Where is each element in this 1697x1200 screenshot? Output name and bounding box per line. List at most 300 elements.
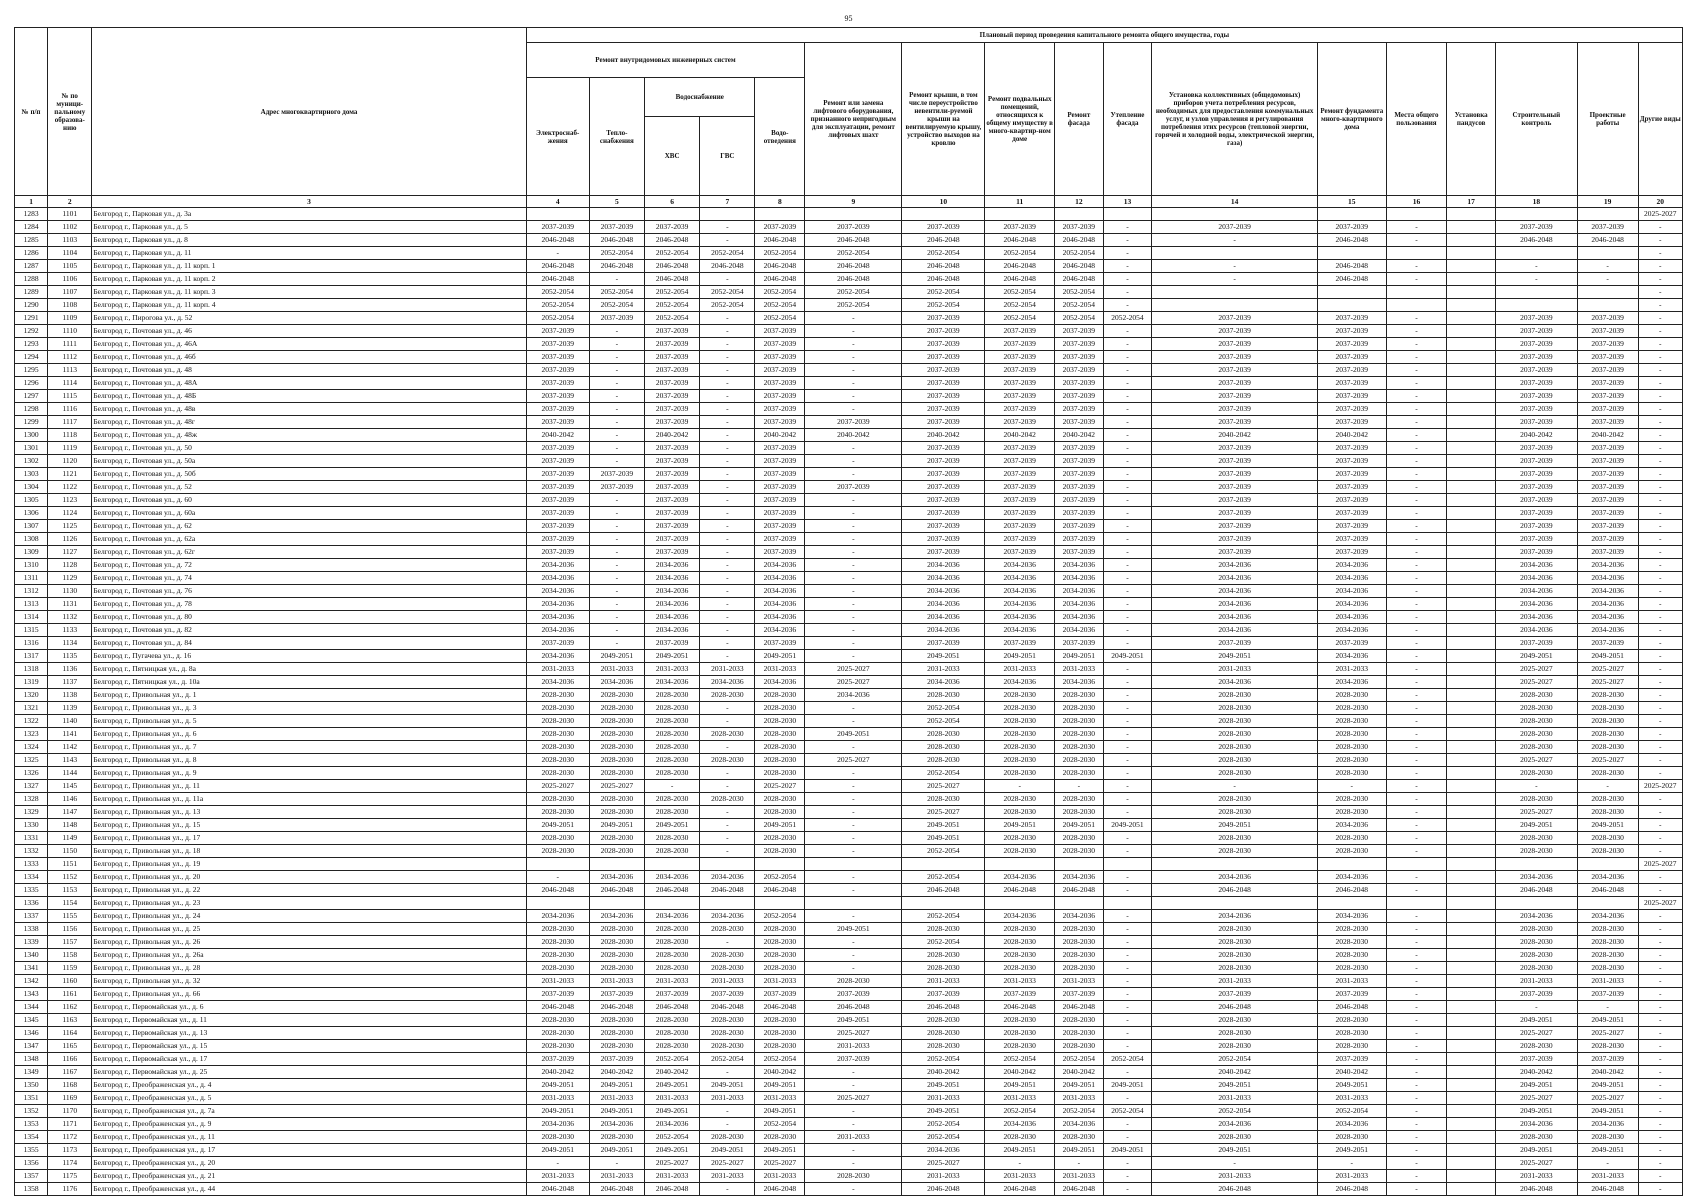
- period-cell: 2028-2030: [902, 1040, 985, 1053]
- period-cell: 2028-2030: [985, 728, 1055, 741]
- period-cell: 2034-2036: [644, 559, 699, 572]
- period-cell: -: [1386, 767, 1447, 780]
- period-cell: 2034-2036: [985, 871, 1055, 884]
- table-row: [15, 1066, 1683, 1079]
- period-cell: -: [805, 598, 902, 611]
- table-row: [15, 897, 1683, 910]
- row-number: 1342: [15, 975, 48, 988]
- period-cell: 2025-2027: [805, 663, 902, 676]
- period-cell: -: [1103, 429, 1152, 442]
- address-cell: Белгород г., Парковая ул., д. 11 корп. 2: [92, 273, 526, 286]
- period-cell: 2037-2039: [1055, 455, 1104, 468]
- period-cell: -: [1638, 312, 1682, 325]
- period-cell: 2037-2039: [1318, 390, 1387, 403]
- period-cell: 2037-2039: [1577, 520, 1638, 533]
- period-cell: 2025-2027: [1638, 208, 1682, 221]
- period-cell: [1152, 858, 1318, 871]
- table-row: [15, 208, 1683, 221]
- period-cell: 2037-2039: [1577, 546, 1638, 559]
- period-cell: 2028-2030: [985, 1027, 1055, 1040]
- table-row: [15, 1131, 1683, 1144]
- municipal-number: 1161: [48, 988, 92, 1001]
- period-cell: 2049-2051: [526, 1079, 589, 1092]
- period-cell: -: [805, 806, 902, 819]
- period-cell: [805, 208, 902, 221]
- period-cell: -: [1386, 312, 1447, 325]
- period-cell: 2028-2030: [1152, 832, 1318, 845]
- period-cell: 2037-2039: [805, 221, 902, 234]
- period-cell: 2034-2036: [985, 611, 1055, 624]
- period-cell: [1447, 598, 1496, 611]
- period-cell: 2037-2039: [526, 637, 589, 650]
- period-cell: 2046-2048: [526, 884, 589, 897]
- period-cell: -: [1638, 1001, 1682, 1014]
- period-cell: 2028-2030: [526, 702, 589, 715]
- row-number: 1290: [15, 299, 48, 312]
- period-cell: -: [1638, 507, 1682, 520]
- period-cell: -: [1638, 416, 1682, 429]
- period-cell: 2031-2033: [805, 1040, 902, 1053]
- period-cell: -: [1638, 845, 1682, 858]
- period-cell: [755, 208, 805, 221]
- table-row: [15, 936, 1683, 949]
- period-cell: -: [700, 234, 755, 247]
- period-cell: [1447, 1170, 1496, 1183]
- period-cell: 2037-2039: [1318, 325, 1387, 338]
- period-cell: -: [1495, 1001, 1577, 1014]
- period-cell: 2037-2039: [1495, 1053, 1577, 1066]
- period-cell: 2046-2048: [902, 884, 985, 897]
- period-cell: -: [1386, 1157, 1447, 1170]
- period-cell: 2037-2039: [1577, 533, 1638, 546]
- period-cell: 2037-2039: [1577, 351, 1638, 364]
- period-cell: 2028-2030: [1055, 702, 1104, 715]
- table-row: [15, 780, 1683, 793]
- period-cell: 2025-2027: [1638, 858, 1682, 871]
- period-cell: 2052-2054: [902, 936, 985, 949]
- column-number-row: [15, 196, 1683, 208]
- col-header-electricity: Электроснаб-жения: [526, 78, 589, 196]
- period-cell: 2031-2033: [700, 975, 755, 988]
- address-cell: Белгород г., Преображенская ул., д. 9: [92, 1118, 526, 1131]
- period-cell: -: [1386, 611, 1447, 624]
- period-cell: 2028-2030: [589, 923, 644, 936]
- period-cell: -: [805, 650, 902, 663]
- period-cell: -: [1103, 949, 1152, 962]
- period-cell: -: [1103, 689, 1152, 702]
- period-cell: 2034-2036: [589, 910, 644, 923]
- row-number: 1312: [15, 585, 48, 598]
- period-cell: 2031-2033: [1055, 975, 1104, 988]
- period-cell: [1447, 1131, 1496, 1144]
- period-cell: 2025-2027: [1495, 806, 1577, 819]
- period-cell: 2028-2030: [526, 806, 589, 819]
- period-cell: 2037-2039: [1318, 338, 1387, 351]
- municipal-number: 1103: [48, 234, 92, 247]
- period-cell: -: [1638, 988, 1682, 1001]
- period-cell: 2031-2033: [1577, 975, 1638, 988]
- period-cell: 2037-2039: [755, 520, 805, 533]
- period-cell: -: [1577, 273, 1638, 286]
- period-cell: -: [805, 1066, 902, 1079]
- period-cell: 2052-2054: [902, 299, 985, 312]
- period-cell: [1447, 351, 1496, 364]
- period-cell: -: [589, 546, 644, 559]
- period-cell: -: [589, 325, 644, 338]
- period-cell: 2028-2030: [644, 845, 699, 858]
- municipal-number: 1138: [48, 689, 92, 702]
- period-cell: 2049-2051: [644, 650, 699, 663]
- period-cell: 2037-2039: [985, 520, 1055, 533]
- period-cell: [1103, 208, 1152, 221]
- period-cell: -: [805, 559, 902, 572]
- municipal-number: 1162: [48, 1001, 92, 1014]
- period-cell: -: [1103, 1170, 1152, 1183]
- period-cell: 2028-2030: [1577, 832, 1638, 845]
- period-cell: -: [1103, 1001, 1152, 1014]
- address-cell: Белгород г., Почтовая ул., д. 62: [92, 520, 526, 533]
- capital-repair-schedule-table: [14, 27, 1683, 1196]
- period-cell: 2052-2054: [1152, 1105, 1318, 1118]
- period-cell: -: [1103, 520, 1152, 533]
- period-cell: -: [805, 390, 902, 403]
- period-cell: -: [1103, 221, 1152, 234]
- period-cell: 2037-2039: [1152, 351, 1318, 364]
- address-cell: Белгород г., Привольная ул., д. 66: [92, 988, 526, 1001]
- row-number: 1358: [15, 1183, 48, 1196]
- period-cell: 2052-2054: [902, 845, 985, 858]
- period-cell: 2052-2054: [985, 286, 1055, 299]
- period-cell: -: [1638, 1079, 1682, 1092]
- address-cell: Белгород г., Привольная ул., д. 24: [92, 910, 526, 923]
- period-cell: -: [805, 442, 902, 455]
- period-cell: 2037-2039: [1055, 325, 1104, 338]
- period-cell: -: [1103, 637, 1152, 650]
- period-cell: -: [1386, 1144, 1447, 1157]
- period-cell: 2037-2039: [902, 416, 985, 429]
- row-number: 1303: [15, 468, 48, 481]
- period-cell: -: [1386, 585, 1447, 598]
- period-cell: 2034-2036: [985, 572, 1055, 585]
- period-cell: 2028-2030: [902, 1014, 985, 1027]
- period-cell: 2049-2051: [1103, 1144, 1152, 1157]
- period-cell: 2028-2030: [526, 793, 589, 806]
- period-cell: 2037-2039: [985, 455, 1055, 468]
- period-cell: [1386, 247, 1447, 260]
- period-cell: -: [1103, 923, 1152, 936]
- period-cell: 2028-2030: [1495, 845, 1577, 858]
- period-cell: [1447, 1183, 1496, 1196]
- period-cell: 2037-2039: [1318, 403, 1387, 416]
- period-cell: 2037-2039: [755, 546, 805, 559]
- period-cell: 2028-2030: [902, 689, 985, 702]
- row-number: 1302: [15, 455, 48, 468]
- address-cell: Белгород г., Первомайская ул., д. 11: [92, 1014, 526, 1027]
- period-cell: 2046-2048: [755, 1183, 805, 1196]
- period-cell: 2037-2039: [644, 494, 699, 507]
- row-number: 1296: [15, 377, 48, 390]
- table-row: [15, 728, 1683, 741]
- table-row: [15, 559, 1683, 572]
- municipal-number: 1113: [48, 364, 92, 377]
- period-cell: -: [1386, 273, 1447, 286]
- period-cell: 2028-2030: [644, 936, 699, 949]
- municipal-number: 1145: [48, 780, 92, 793]
- period-cell: 2028-2030: [1318, 806, 1387, 819]
- period-cell: -: [1103, 962, 1152, 975]
- table-row: [15, 793, 1683, 806]
- address-cell: Белгород г., Первомайская ул., д. 13: [92, 1027, 526, 1040]
- period-cell: 2025-2027: [805, 1092, 902, 1105]
- period-cell: 2034-2036: [644, 598, 699, 611]
- address-cell: Белгород г., Почтовая ул., д. 48ж: [92, 429, 526, 442]
- period-cell: 2046-2048: [902, 273, 985, 286]
- period-cell: -: [1103, 806, 1152, 819]
- period-cell: 2037-2039: [1318, 312, 1387, 325]
- period-cell: 2040-2042: [1055, 1066, 1104, 1079]
- period-cell: -: [1103, 624, 1152, 637]
- row-number: 1287: [15, 260, 48, 273]
- period-cell: 2037-2039: [902, 338, 985, 351]
- address-cell: Белгород г., Почтовая ул., д. 84: [92, 637, 526, 650]
- table-row: [15, 598, 1683, 611]
- period-cell: [1447, 845, 1496, 858]
- period-cell: 2034-2036: [526, 572, 589, 585]
- period-cell: 2028-2030: [644, 832, 699, 845]
- row-number: 1350: [15, 1079, 48, 1092]
- period-cell: 2028-2030: [1318, 715, 1387, 728]
- municipal-number: 1150: [48, 845, 92, 858]
- period-cell: 2028-2030: [1577, 1131, 1638, 1144]
- period-cell: -: [1386, 507, 1447, 520]
- period-cell: [1447, 273, 1496, 286]
- row-number: 1289: [15, 286, 48, 299]
- col-header-cold-water: ХВС: [644, 117, 699, 196]
- table-row: [15, 832, 1683, 845]
- municipal-number: 1151: [48, 858, 92, 871]
- period-cell: 2052-2054: [902, 1131, 985, 1144]
- period-cell: 2028-2030: [589, 767, 644, 780]
- period-cell: -: [1638, 624, 1682, 637]
- period-cell: -: [1103, 1066, 1152, 1079]
- table-row: [15, 988, 1683, 1001]
- period-cell: 2034-2036: [589, 1118, 644, 1131]
- table-row: [15, 910, 1683, 923]
- period-cell: 2037-2039: [985, 494, 1055, 507]
- period-cell: -: [1638, 455, 1682, 468]
- period-cell: 2037-2039: [1495, 325, 1577, 338]
- address-cell: Белгород г., Привольная ул., д. 6: [92, 728, 526, 741]
- period-cell: -: [1386, 442, 1447, 455]
- period-cell: 2049-2051: [1495, 819, 1577, 832]
- period-cell: 2037-2039: [526, 351, 589, 364]
- period-cell: [1447, 234, 1496, 247]
- period-cell: 2025-2027: [1495, 1027, 1577, 1040]
- address-cell: Белгород г., Преображенская ул., д. 7а: [92, 1105, 526, 1118]
- period-cell: [1447, 728, 1496, 741]
- period-cell: -: [1386, 1131, 1447, 1144]
- period-cell: 2046-2048: [805, 273, 902, 286]
- period-cell: -: [1638, 468, 1682, 481]
- period-cell: 2028-2030: [644, 923, 699, 936]
- period-cell: 2034-2036: [1577, 611, 1638, 624]
- period-cell: 2028-2030: [526, 832, 589, 845]
- period-cell: 2049-2051: [1103, 1079, 1152, 1092]
- period-cell: 2037-2039: [985, 390, 1055, 403]
- period-cell: -: [1103, 273, 1152, 286]
- period-cell: 2034-2036: [985, 598, 1055, 611]
- period-cell: 2040-2042: [1577, 1066, 1638, 1079]
- period-cell: -: [1638, 247, 1682, 260]
- period-cell: -: [1638, 1118, 1682, 1131]
- table-row: [15, 221, 1683, 234]
- period-cell: -: [589, 390, 644, 403]
- period-cell: 2046-2048: [1055, 1183, 1104, 1196]
- municipal-number: 1102: [48, 221, 92, 234]
- period-cell: 2025-2027: [805, 676, 902, 689]
- period-cell: -: [700, 559, 755, 572]
- period-cell: 2052-2054: [902, 767, 985, 780]
- period-cell: -: [1386, 390, 1447, 403]
- period-cell: 2034-2036: [755, 559, 805, 572]
- period-cell: -: [1386, 494, 1447, 507]
- table-row: [15, 624, 1683, 637]
- period-cell: 2028-2030: [1152, 689, 1318, 702]
- period-cell: 2028-2030: [902, 1027, 985, 1040]
- period-cell: 2028-2030: [589, 689, 644, 702]
- period-cell: 2037-2039: [526, 221, 589, 234]
- period-cell: 2049-2051: [755, 650, 805, 663]
- period-cell: 2037-2039: [985, 351, 1055, 364]
- period-cell: -: [1103, 1040, 1152, 1053]
- municipal-number: 1107: [48, 286, 92, 299]
- period-cell: [1447, 1053, 1496, 1066]
- period-cell: 2037-2039: [985, 468, 1055, 481]
- period-cell: -: [1103, 1183, 1152, 1196]
- period-cell: 2037-2039: [526, 494, 589, 507]
- period-cell: -: [805, 351, 902, 364]
- period-cell: 2037-2039: [644, 364, 699, 377]
- period-cell: 2034-2036: [1495, 572, 1577, 585]
- municipal-number: 1108: [48, 299, 92, 312]
- period-cell: -: [644, 780, 699, 793]
- table-row: [15, 416, 1683, 429]
- period-cell: 2034-2036: [700, 871, 755, 884]
- address-cell: Белгород г., Привольная ул., д. 32: [92, 975, 526, 988]
- period-cell: 2037-2039: [985, 507, 1055, 520]
- period-cell: [985, 858, 1055, 871]
- period-cell: 2037-2039: [1152, 481, 1318, 494]
- period-cell: -: [700, 442, 755, 455]
- period-cell: 2028-2030: [644, 741, 699, 754]
- period-cell: 2034-2036: [1577, 910, 1638, 923]
- period-cell: 2037-2039: [644, 416, 699, 429]
- row-number: 1304: [15, 481, 48, 494]
- period-cell: 2028-2030: [589, 962, 644, 975]
- municipal-number: 1158: [48, 949, 92, 962]
- period-cell: [1447, 1027, 1496, 1040]
- period-cell: -: [1638, 923, 1682, 936]
- period-cell: 2028-2030: [985, 1131, 1055, 1144]
- period-cell: 2034-2036: [1495, 611, 1577, 624]
- column-number: 15: [1318, 196, 1387, 208]
- period-cell: 2034-2036: [700, 910, 755, 923]
- period-cell: 2037-2039: [1495, 416, 1577, 429]
- table-row: [15, 741, 1683, 754]
- municipal-number: 1120: [48, 455, 92, 468]
- period-cell: 2037-2039: [902, 468, 985, 481]
- period-cell: 2037-2039: [985, 325, 1055, 338]
- period-cell: -: [1638, 377, 1682, 390]
- period-cell: -: [1386, 793, 1447, 806]
- period-cell: 2028-2030: [526, 962, 589, 975]
- period-cell: 2049-2051: [1055, 1079, 1104, 1092]
- period-cell: 2028-2030: [985, 754, 1055, 767]
- period-cell: [1103, 858, 1152, 871]
- period-cell: 2028-2030: [1055, 962, 1104, 975]
- period-cell: -: [700, 572, 755, 585]
- period-cell: 2034-2036: [526, 910, 589, 923]
- row-number: 1325: [15, 754, 48, 767]
- municipal-number: 1129: [48, 572, 92, 585]
- address-cell: Белгород г., Привольная ул., д. 11а: [92, 793, 526, 806]
- municipal-number: 1110: [48, 325, 92, 338]
- period-cell: 2034-2036: [902, 611, 985, 624]
- table-row: [15, 611, 1683, 624]
- column-number: 11: [985, 196, 1055, 208]
- period-cell: 2049-2051: [1055, 819, 1104, 832]
- period-cell: 2034-2036: [1152, 572, 1318, 585]
- period-cell: 2037-2039: [1318, 455, 1387, 468]
- period-cell: [1447, 221, 1496, 234]
- period-cell: -: [589, 611, 644, 624]
- row-number: 1321: [15, 702, 48, 715]
- period-cell: -: [1638, 1157, 1682, 1170]
- period-cell: 2052-2054: [985, 299, 1055, 312]
- period-cell: 2046-2048: [755, 273, 805, 286]
- col-header-facade: Ремонт фасада: [1055, 43, 1104, 196]
- period-cell: 2034-2036: [1152, 585, 1318, 598]
- period-cell: 2037-2039: [644, 481, 699, 494]
- period-cell: -: [805, 377, 902, 390]
- col-header-drainage: Водо-отведения: [755, 78, 805, 196]
- period-cell: -: [700, 468, 755, 481]
- period-cell: -: [1638, 975, 1682, 988]
- period-cell: 2025-2027: [1577, 1027, 1638, 1040]
- period-cell: 2028-2030: [985, 949, 1055, 962]
- period-cell: [755, 897, 805, 910]
- period-cell: 2037-2039: [902, 325, 985, 338]
- table-row: [15, 468, 1683, 481]
- period-cell: 2028-2030: [526, 936, 589, 949]
- period-cell: 2028-2030: [755, 715, 805, 728]
- address-cell: Белгород г., Почтовая ул., д. 50: [92, 442, 526, 455]
- period-cell: 2028-2030: [589, 1131, 644, 1144]
- municipal-number: 1140: [48, 715, 92, 728]
- period-cell: 2034-2036: [1152, 559, 1318, 572]
- address-cell: Белгород г., Парковая ул., д. 3а: [92, 208, 526, 221]
- period-cell: 2028-2030: [755, 832, 805, 845]
- address-cell: Белгород г., Почтовая ул., д. 46: [92, 325, 526, 338]
- municipal-number: 1174: [48, 1157, 92, 1170]
- period-cell: 2028-2030: [700, 1014, 755, 1027]
- period-cell: -: [1386, 533, 1447, 546]
- period-cell: 2034-2036: [1318, 910, 1387, 923]
- period-cell: [1447, 702, 1496, 715]
- period-cell: -: [1638, 910, 1682, 923]
- period-cell: 2025-2027: [1577, 754, 1638, 767]
- period-cell: [644, 208, 699, 221]
